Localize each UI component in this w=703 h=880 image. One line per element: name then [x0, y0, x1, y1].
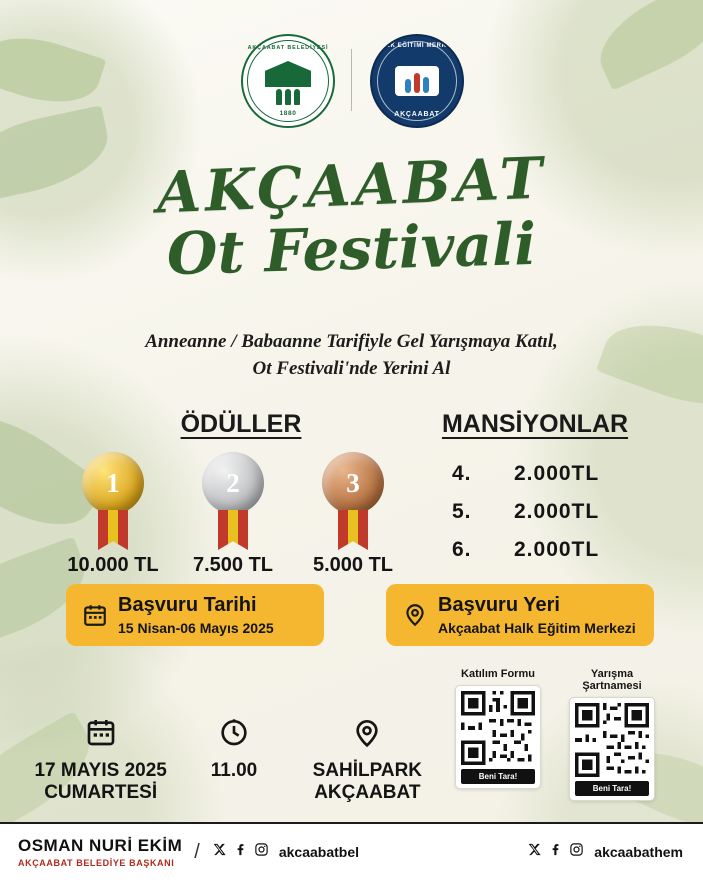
footer-person-role: AKÇAABAT BELEDİYE BAŞKANI: [18, 858, 175, 868]
ribbon-icon: [218, 510, 248, 550]
building-shape-icon: [265, 61, 311, 87]
instagram-icon[interactable]: [254, 842, 269, 862]
qr-code-icon: [461, 691, 535, 765]
prize-amount: 7.500 TL: [192, 554, 274, 576]
subtitle-line-1: Anneanne / Babaanne Tarifiyle Gel Yarışmaya Katıl,: [145, 331, 558, 352]
honorable-amount: 2.000TL: [514, 500, 600, 523]
qr-card-rules[interactable]: [566, 668, 658, 801]
x-icon[interactable]: [527, 842, 542, 862]
honorable-rank: 5.: [452, 500, 472, 523]
qr-code-area: [452, 668, 662, 801]
logo-row: [0, 34, 703, 126]
footer-social-left[interactable]: [212, 842, 359, 862]
honorable-row: [452, 500, 599, 524]
application-date-texts: [118, 594, 274, 636]
municipality-logo-top-text: AKÇAABAT BELEDİYESİ: [247, 45, 329, 51]
page-title: [0, 144, 703, 289]
prize-item: [298, 452, 408, 577]
title-line-2: Ot Festivali: [165, 209, 538, 289]
qr-code-icon: [575, 703, 649, 777]
application-date-title: Başvuru Tarihi: [118, 593, 257, 616]
prize-item: [58, 452, 168, 577]
subtitle: [0, 328, 703, 382]
application-place-banner: [386, 584, 654, 646]
subtitle-line-2: Ot Festivali'nde Yerini Al: [252, 358, 451, 379]
footer-handle-right[interactable]: akcaabathem: [594, 844, 683, 860]
honorable-rank: 4.: [452, 462, 472, 485]
prize-amount: 10.000 TL: [67, 554, 159, 576]
ribbon-icon: [338, 510, 368, 550]
silver-medal-icon: 2: [202, 452, 264, 514]
footer-separator: /: [194, 840, 200, 863]
application-place-value: Akçaabat Halk Eğitim Merkezi: [438, 619, 636, 636]
logo-divider: [351, 49, 352, 111]
honorable-list: [452, 462, 599, 576]
calendar-icon: [82, 602, 108, 628]
qr-card-form[interactable]: [452, 668, 544, 801]
event-info-place: [301, 712, 434, 804]
footer-right: [527, 842, 703, 862]
municipality-crest-icon: [241, 34, 335, 128]
event-date-line-1: 17 MAYIS 2025: [34, 760, 167, 781]
application-place-title: Başvuru Yeri: [438, 593, 560, 616]
footer-social-right[interactable]: [527, 842, 683, 862]
clock-icon: [167, 712, 300, 752]
application-date-value: 15 Nisan-06 Mayıs 2025: [118, 619, 274, 636]
hem-logo-top-text: HALK EĞİTİMİ MERKEZİ: [376, 43, 458, 49]
x-icon[interactable]: [212, 842, 227, 862]
event-info-date: [34, 712, 167, 804]
qr-box[interactable]: [569, 697, 655, 801]
qr-tag: Beni Tara!: [461, 769, 535, 784]
calendar-icon: [34, 712, 167, 752]
honorable-row: [452, 462, 599, 486]
qr-caption: Katılım Formu: [461, 668, 535, 680]
qr-caption: Yarışma Şartnamesi: [582, 668, 642, 692]
event-place-line-1: SAHİLPARK: [312, 760, 423, 781]
qr-box[interactable]: [455, 685, 541, 789]
hem-logo: [370, 34, 462, 126]
title-line-1: AKÇAABAT: [155, 144, 548, 227]
honorable-heading: MANSİYONLAR: [441, 410, 629, 438]
footer-handle-left[interactable]: akcaabatbel: [278, 844, 360, 860]
prize-amount: 5.000 TL: [312, 554, 394, 576]
hem-figures-icon: [395, 66, 439, 96]
gold-medal-icon: 1: [82, 452, 144, 514]
event-time-line-1: 11.00: [210, 760, 258, 781]
footer-left: [0, 836, 359, 868]
facebook-icon[interactable]: [548, 842, 563, 862]
event-place-line-2: AKÇAABAT: [314, 782, 421, 803]
hem-crest-icon: [370, 34, 464, 128]
qr-tag: Beni Tara!: [575, 781, 649, 796]
figures-icon: [276, 89, 300, 105]
honorable-row: [452, 538, 599, 562]
event-info-row: [34, 712, 434, 804]
honorable-amount: 2.000TL: [514, 538, 600, 561]
facebook-icon[interactable]: [233, 842, 248, 862]
honorable-rank: 6.: [452, 538, 472, 561]
prize-item: [178, 452, 288, 577]
event-info-time: [167, 712, 300, 804]
hem-logo-bottom-text: AKÇAABAT: [394, 111, 440, 118]
ribbon-icon: [98, 510, 128, 550]
footer-person: [18, 836, 182, 868]
municipality-logo: [241, 34, 333, 126]
footer-person-name: OSMAN NURİ EKİM: [18, 836, 183, 855]
prize-medals: [58, 452, 408, 577]
prizes-heading: ÖDÜLLER: [180, 410, 302, 438]
footer-bar: [0, 822, 703, 880]
location-pin-icon: [402, 602, 428, 628]
bronze-medal-icon: 3: [322, 452, 384, 514]
municipality-logo-year: 1880: [279, 110, 297, 117]
application-date-banner: [66, 584, 324, 646]
application-place-texts: [438, 594, 636, 636]
honorable-amount: 2.000TL: [514, 462, 600, 485]
event-date-line-2: CUMARTESİ: [44, 782, 158, 803]
instagram-icon[interactable]: [569, 842, 584, 862]
location-pin-icon: [301, 712, 434, 752]
